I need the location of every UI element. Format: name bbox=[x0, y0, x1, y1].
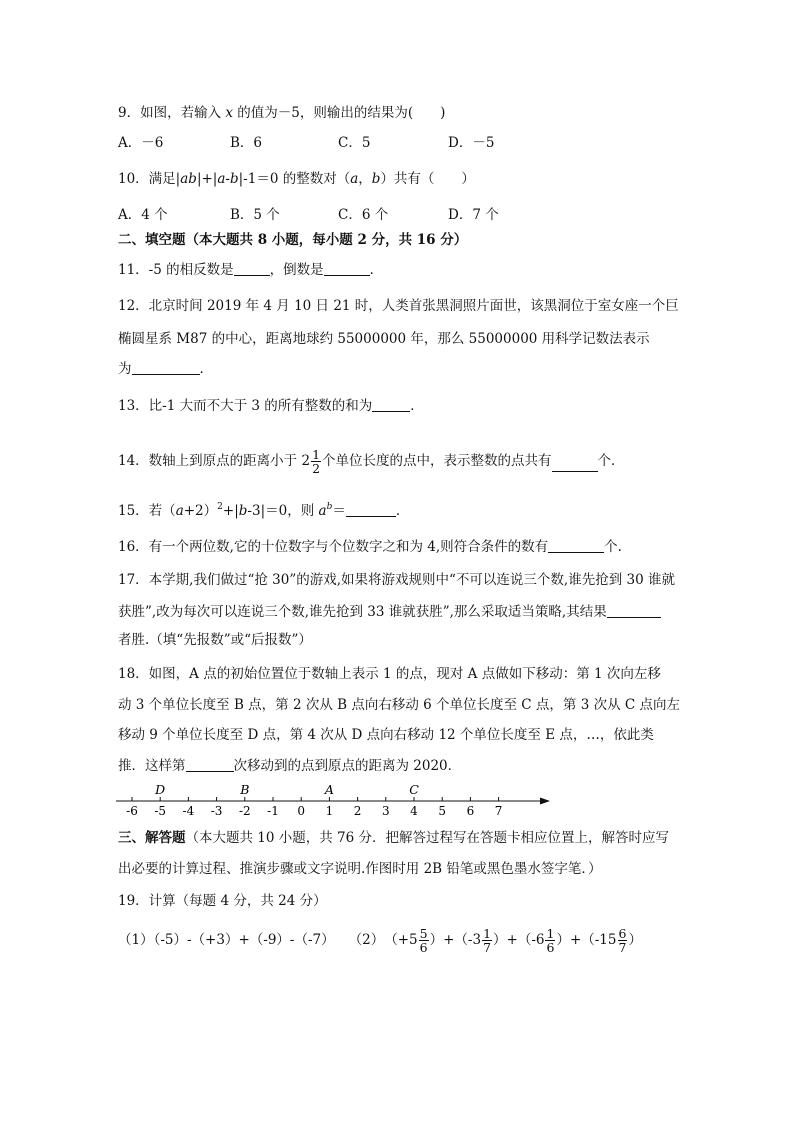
q12-blank[interactable] bbox=[132, 360, 200, 375]
q10-comma: ， bbox=[358, 171, 372, 187]
q13-text: 13．比-1 大而不大于 3 的所有整数的和为 bbox=[118, 398, 373, 414]
section-3-line-1 bbox=[118, 829, 669, 847]
q19-part-2-label: （2） bbox=[348, 932, 385, 948]
question-13 bbox=[118, 397, 424, 415]
tick-label: 1 bbox=[325, 804, 334, 818]
q15-text-end: ． bbox=[395, 503, 410, 519]
q19-term-4-den: 7 bbox=[618, 939, 627, 955]
tick-label: 4 bbox=[410, 804, 418, 818]
q14-text-mid: 个单位长度的点中，表示整数的点共有 bbox=[322, 453, 552, 469]
q11-blank-2[interactable] bbox=[324, 261, 370, 276]
q19-term-3-den: 6 bbox=[546, 939, 555, 955]
q19-term-1-den: 6 bbox=[419, 939, 428, 955]
q10-amb: a-b bbox=[217, 171, 239, 187]
tick-label: 5 bbox=[438, 804, 447, 818]
q14-text: 14．数轴上到原点的距离小于 2 bbox=[118, 453, 311, 469]
tick-label: 7 bbox=[494, 804, 503, 818]
q19-term-1-open: （+5 bbox=[384, 932, 418, 948]
q19-term-2-close: ） bbox=[493, 932, 507, 948]
q17-line-3: 者胜.（填“先报数”或“后报数”） bbox=[118, 632, 312, 648]
q13-text-end: ． bbox=[410, 398, 424, 414]
section-3-line-2: 出必要的计算过程、推演步骤或文字说明.作图时用 2B 铅笔或黑色墨水签字笔．） bbox=[118, 861, 602, 877]
point-label-d: D bbox=[155, 782, 166, 797]
q19-term-4-fraction bbox=[618, 927, 628, 954]
tick-label: -2 bbox=[238, 804, 251, 818]
tick-label: -1 bbox=[267, 804, 279, 818]
q14-blank[interactable] bbox=[552, 457, 598, 472]
q15-eq: ＝ bbox=[332, 503, 346, 519]
question-16 bbox=[118, 538, 622, 556]
q11-blank-1[interactable] bbox=[234, 261, 270, 276]
q18-line-2: 动 3 个单位长度至 B 点，第 2 次从 B 点向右移动 6 个单位长度至 C 点，第 3 次从 C 点向左 bbox=[118, 697, 681, 713]
point-label-a: A bbox=[324, 782, 334, 797]
number-line-figure bbox=[110, 778, 560, 824]
q11-text-3: ． bbox=[369, 262, 384, 278]
tick-label: 0 bbox=[297, 804, 306, 818]
q15-a: a bbox=[175, 503, 184, 519]
section-3-title: 三、解答题 bbox=[118, 830, 186, 846]
q10-choice-a: A．4 个 bbox=[118, 207, 168, 223]
q15-blank[interactable] bbox=[346, 502, 396, 517]
q19-term-1-close: ） bbox=[429, 932, 444, 948]
q12-line-3 bbox=[118, 360, 213, 378]
q15-mid2: -3|＝0，则 bbox=[247, 503, 319, 519]
q9-choice-d: D．－5 bbox=[448, 135, 495, 151]
q10-choice-c: C．6 个 bbox=[338, 207, 389, 223]
q18-text: 推．这样第 bbox=[118, 758, 186, 774]
q11-text: 11．-5 的相反数是 bbox=[118, 262, 234, 278]
tick-label: 2 bbox=[353, 804, 362, 818]
question-11 bbox=[118, 261, 383, 279]
q13-blank[interactable] bbox=[372, 397, 410, 412]
q14-fraction-num: 1 bbox=[312, 446, 321, 462]
q19-term-2-den: 7 bbox=[483, 939, 492, 955]
q17-line-1: 17．本学期,我们做过“抢 30”的游戏,如果将游戏规则中“不可以连说三个数,谁先抢到 30 谁就 bbox=[118, 572, 675, 588]
q17-text: 获胜”,改为每次可以连说三个数,谁先抢到 33 谁就获胜”,那么采取适当策略,其结果 bbox=[118, 604, 607, 620]
tick-label: -4 bbox=[182, 804, 195, 818]
q12-line-2: 椭圆星系 M87 的中心，距离地球约 55000000 年，那么 55000000 用科学记数法表示 bbox=[118, 331, 650, 347]
q18-blank[interactable] bbox=[186, 757, 234, 772]
q18-line-1: 18．如图，A 点的初始位置位于数轴上表示 1 的点，现对 A 点做如下移动：第 1 次向左移 bbox=[118, 666, 661, 682]
q17-line-2 bbox=[118, 603, 661, 621]
point-label-b: B bbox=[240, 782, 250, 797]
q12-line-1: 12．北京时间 2019 年 4 月 10 日 21 时，人类首张黑洞照片面世，该黑洞位于室女座一个巨 bbox=[118, 298, 679, 314]
q9-choice-b: B．6 bbox=[230, 135, 263, 151]
point-label-c: C bbox=[409, 782, 419, 797]
tick-label: 6 bbox=[466, 804, 475, 818]
question-10 bbox=[118, 170, 475, 188]
q19-problems bbox=[118, 920, 642, 960]
q9-choice-a: A．－6 bbox=[118, 135, 164, 151]
q19-term-2-open: +（-3 bbox=[443, 932, 482, 948]
q19-term-3-close: ） bbox=[556, 932, 570, 948]
q16-text: 16．有一个两位数,它的十位数字与个位数字之和为 4,则符合条件的数有 bbox=[118, 539, 549, 555]
q16-blank[interactable] bbox=[548, 538, 604, 553]
q11-text-2: ，倒数是 bbox=[269, 262, 324, 278]
q19-term-3-num: 1 bbox=[546, 925, 555, 941]
q17-blank[interactable] bbox=[607, 603, 661, 618]
q14-fraction-den: 2 bbox=[312, 460, 321, 476]
q14-fraction bbox=[311, 448, 321, 475]
q10-choice-b: B．5 个 bbox=[230, 207, 280, 223]
section-3-text: （本大题共 10 小题，共 76 分．把解答过程写在答题卡相应位置上，解答时应写 bbox=[185, 830, 670, 846]
q10-a: a bbox=[350, 171, 359, 187]
q9-variable: x bbox=[225, 105, 234, 121]
q19-term-3-fraction bbox=[545, 927, 555, 954]
q19-part-1: （1）（-5）-（+3）+（-9）-（-7） bbox=[118, 932, 335, 948]
q10-text: 10．满足| bbox=[118, 171, 181, 187]
q15-exponent: 2 bbox=[217, 502, 223, 512]
q19-term-4-close: ） bbox=[628, 932, 642, 948]
q9-choice-c: C．5 bbox=[338, 135, 371, 151]
section-2-title: 二、填空题（本大题共 8 小题，每小题 2 分，共 16 分） bbox=[118, 232, 468, 248]
q15-base: a bbox=[318, 503, 327, 519]
q15-power: b bbox=[326, 502, 333, 512]
question-9 bbox=[118, 104, 445, 122]
tick-label: 3 bbox=[381, 804, 390, 818]
q16-text-end: 个. bbox=[604, 539, 622, 555]
q19-term-2-num: 1 bbox=[483, 925, 492, 941]
q10-text-end: ）共有（ ） bbox=[380, 171, 475, 187]
q10-mid1: |+| bbox=[196, 171, 218, 187]
q12-text: 为 bbox=[118, 361, 132, 377]
q19-term-1-fraction bbox=[419, 927, 429, 954]
q18-line-3: 移动 9 个单位长度至 D 点，第 4 次从 D 点向右移动 12 个单位长度至 E 点，…，依此类 bbox=[118, 727, 654, 743]
q15-text: 15．若（ bbox=[118, 503, 176, 519]
q9-choices bbox=[118, 134, 678, 152]
q10-choice-d: D．7 个 bbox=[448, 207, 499, 223]
q10-ab: ab bbox=[180, 171, 197, 187]
question-14 bbox=[118, 446, 625, 476]
q19-term-3-open: +（-6 bbox=[506, 932, 545, 948]
q14-text-end: 个． bbox=[597, 453, 625, 469]
question-15 bbox=[118, 502, 409, 520]
q18-text-end: 次移动到的点到原点的距离为 2020． bbox=[233, 758, 462, 774]
arrow-head-icon bbox=[540, 798, 550, 805]
tick-label: -5 bbox=[154, 804, 167, 818]
q9-text: 9．如图，若输入 bbox=[118, 105, 226, 121]
q19-title: 19．计算（每题 4 分，共 24 分） bbox=[118, 893, 327, 909]
q10-b: b bbox=[371, 171, 381, 187]
q15-mid: +| bbox=[222, 503, 239, 519]
q15-plus2: +2） bbox=[183, 503, 218, 519]
q10-choices bbox=[118, 206, 678, 224]
q19-term-2-fraction bbox=[482, 927, 492, 954]
q15-b: b bbox=[238, 503, 248, 519]
q10-mid2: |-1＝0 的整数对（ bbox=[238, 171, 351, 187]
tick-label: -6 bbox=[126, 804, 138, 818]
q18-line-4 bbox=[118, 757, 461, 775]
q12-text-end: ． bbox=[199, 361, 213, 377]
tick-label: -3 bbox=[210, 804, 223, 818]
q19-term-4-num: 6 bbox=[618, 925, 627, 941]
q9-text-end: 的值为－5，则输出的结果为( ) bbox=[233, 105, 446, 121]
q19-term-1-num: 5 bbox=[419, 925, 428, 941]
q19-term-4-open: +（-15 bbox=[569, 932, 617, 948]
